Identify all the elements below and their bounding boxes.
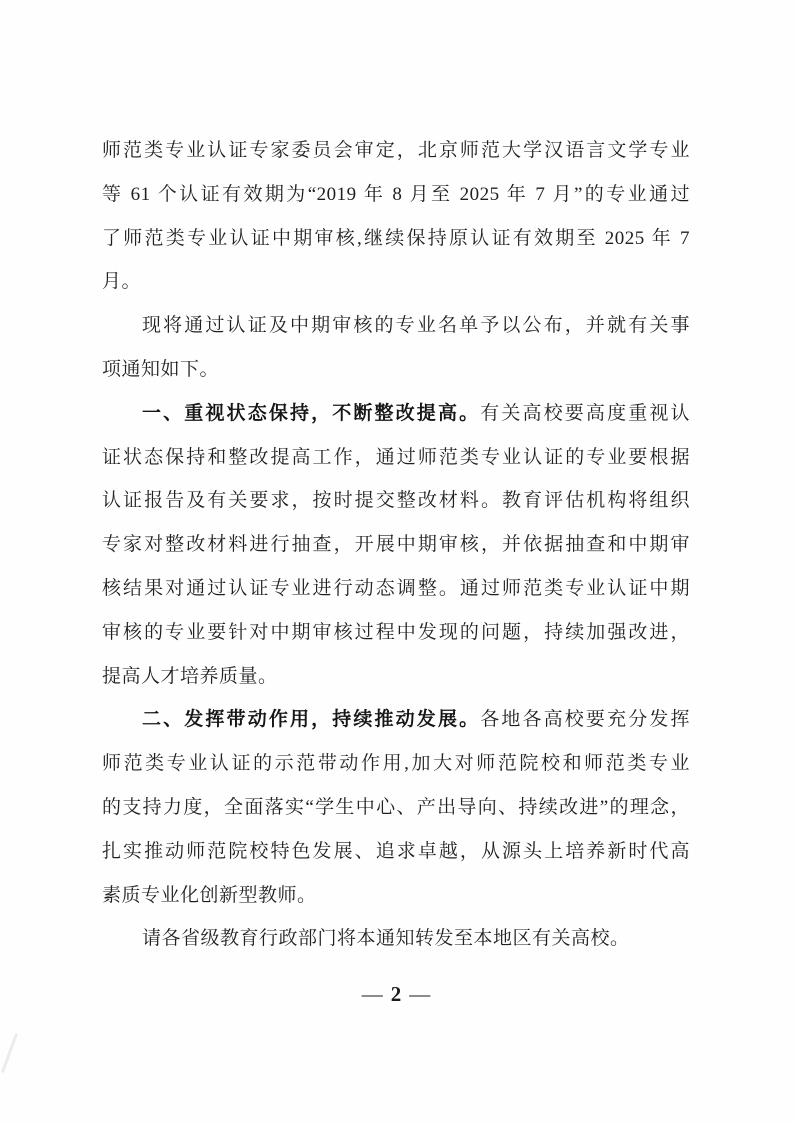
text-line: 请各省级教育行政部门将本通知转发至本地区有关高校。: [142, 928, 630, 950]
text-line: 素质专业化创新型教师。: [102, 884, 317, 906]
text-line: 核结果对通过认证专业进行动态调整。通过师范类专业认证中期: [102, 577, 690, 599]
text-line: [102, 698, 690, 742]
page-number-dash-left: —: [361, 982, 383, 1006]
paragraph-section-1: [102, 392, 690, 699]
paragraph-continuation: [102, 129, 690, 304]
page-number: 2: [390, 982, 402, 1006]
paragraph-announcement: [102, 304, 690, 392]
text-segment: 有关高校要高度重视认: [480, 402, 690, 424]
text-line: 了师范类专业认证中期审核,继续保持原认证有效期至 2025 年 7: [102, 227, 690, 249]
text-line: 月。: [102, 271, 142, 293]
paragraph-forward-request: [102, 917, 690, 961]
paragraph-section-2: [102, 698, 690, 917]
page-footer: [102, 982, 690, 1007]
text-line: 项通知如下。: [102, 358, 220, 380]
scan-artifact: [1, 1033, 18, 1073]
document-body: [102, 129, 690, 961]
text-line: 提高人才培养质量。: [102, 665, 278, 687]
text-line: 扎实推动师范院校特色发展、追求卓越，从源头上培养新时代高: [102, 840, 690, 862]
text-line: 证状态保持和整改提高工作，通过师范类专业认证的专业要根据: [102, 446, 690, 468]
text-line: 现将通过认证及中期审核的专业名单予以公布，并就有关事: [142, 315, 690, 337]
section-2-heading: 二、发挥带动作用，持续推动发展。: [142, 709, 481, 731]
text-line: 师范类专业认证的示范带动作用,加大对师范院校和师范类专业: [102, 753, 690, 775]
page-number-dash-right: —: [409, 982, 431, 1006]
text-line: 审核的专业要针对中期审核过程中发现的问题，持续加强改进，: [102, 621, 690, 643]
text-line: 等 61 个认证有效期为“2019 年 8 月至 2025 年 7 月”的专业通过: [102, 183, 690, 205]
text-segment: 各地各高校要充分发挥: [480, 709, 690, 731]
text-line: [102, 392, 690, 436]
text-line: 专家对整改材料进行抽查，开展中期审核，并依据抽查和中期审: [102, 534, 690, 556]
section-1-heading: 一、重视状态保持，不断整改提高。: [142, 402, 481, 424]
text-line: 师范类专业认证专家委员会审定，北京师范大学汉语言文学专业: [102, 140, 690, 161]
text-line: 的支持力度，全面落实“学生中心、产出导向、持续改进”的理念，: [102, 796, 690, 818]
text-line: 认证报告及有关要求，按时提交整改材料。教育评估机构将组织: [102, 490, 690, 512]
